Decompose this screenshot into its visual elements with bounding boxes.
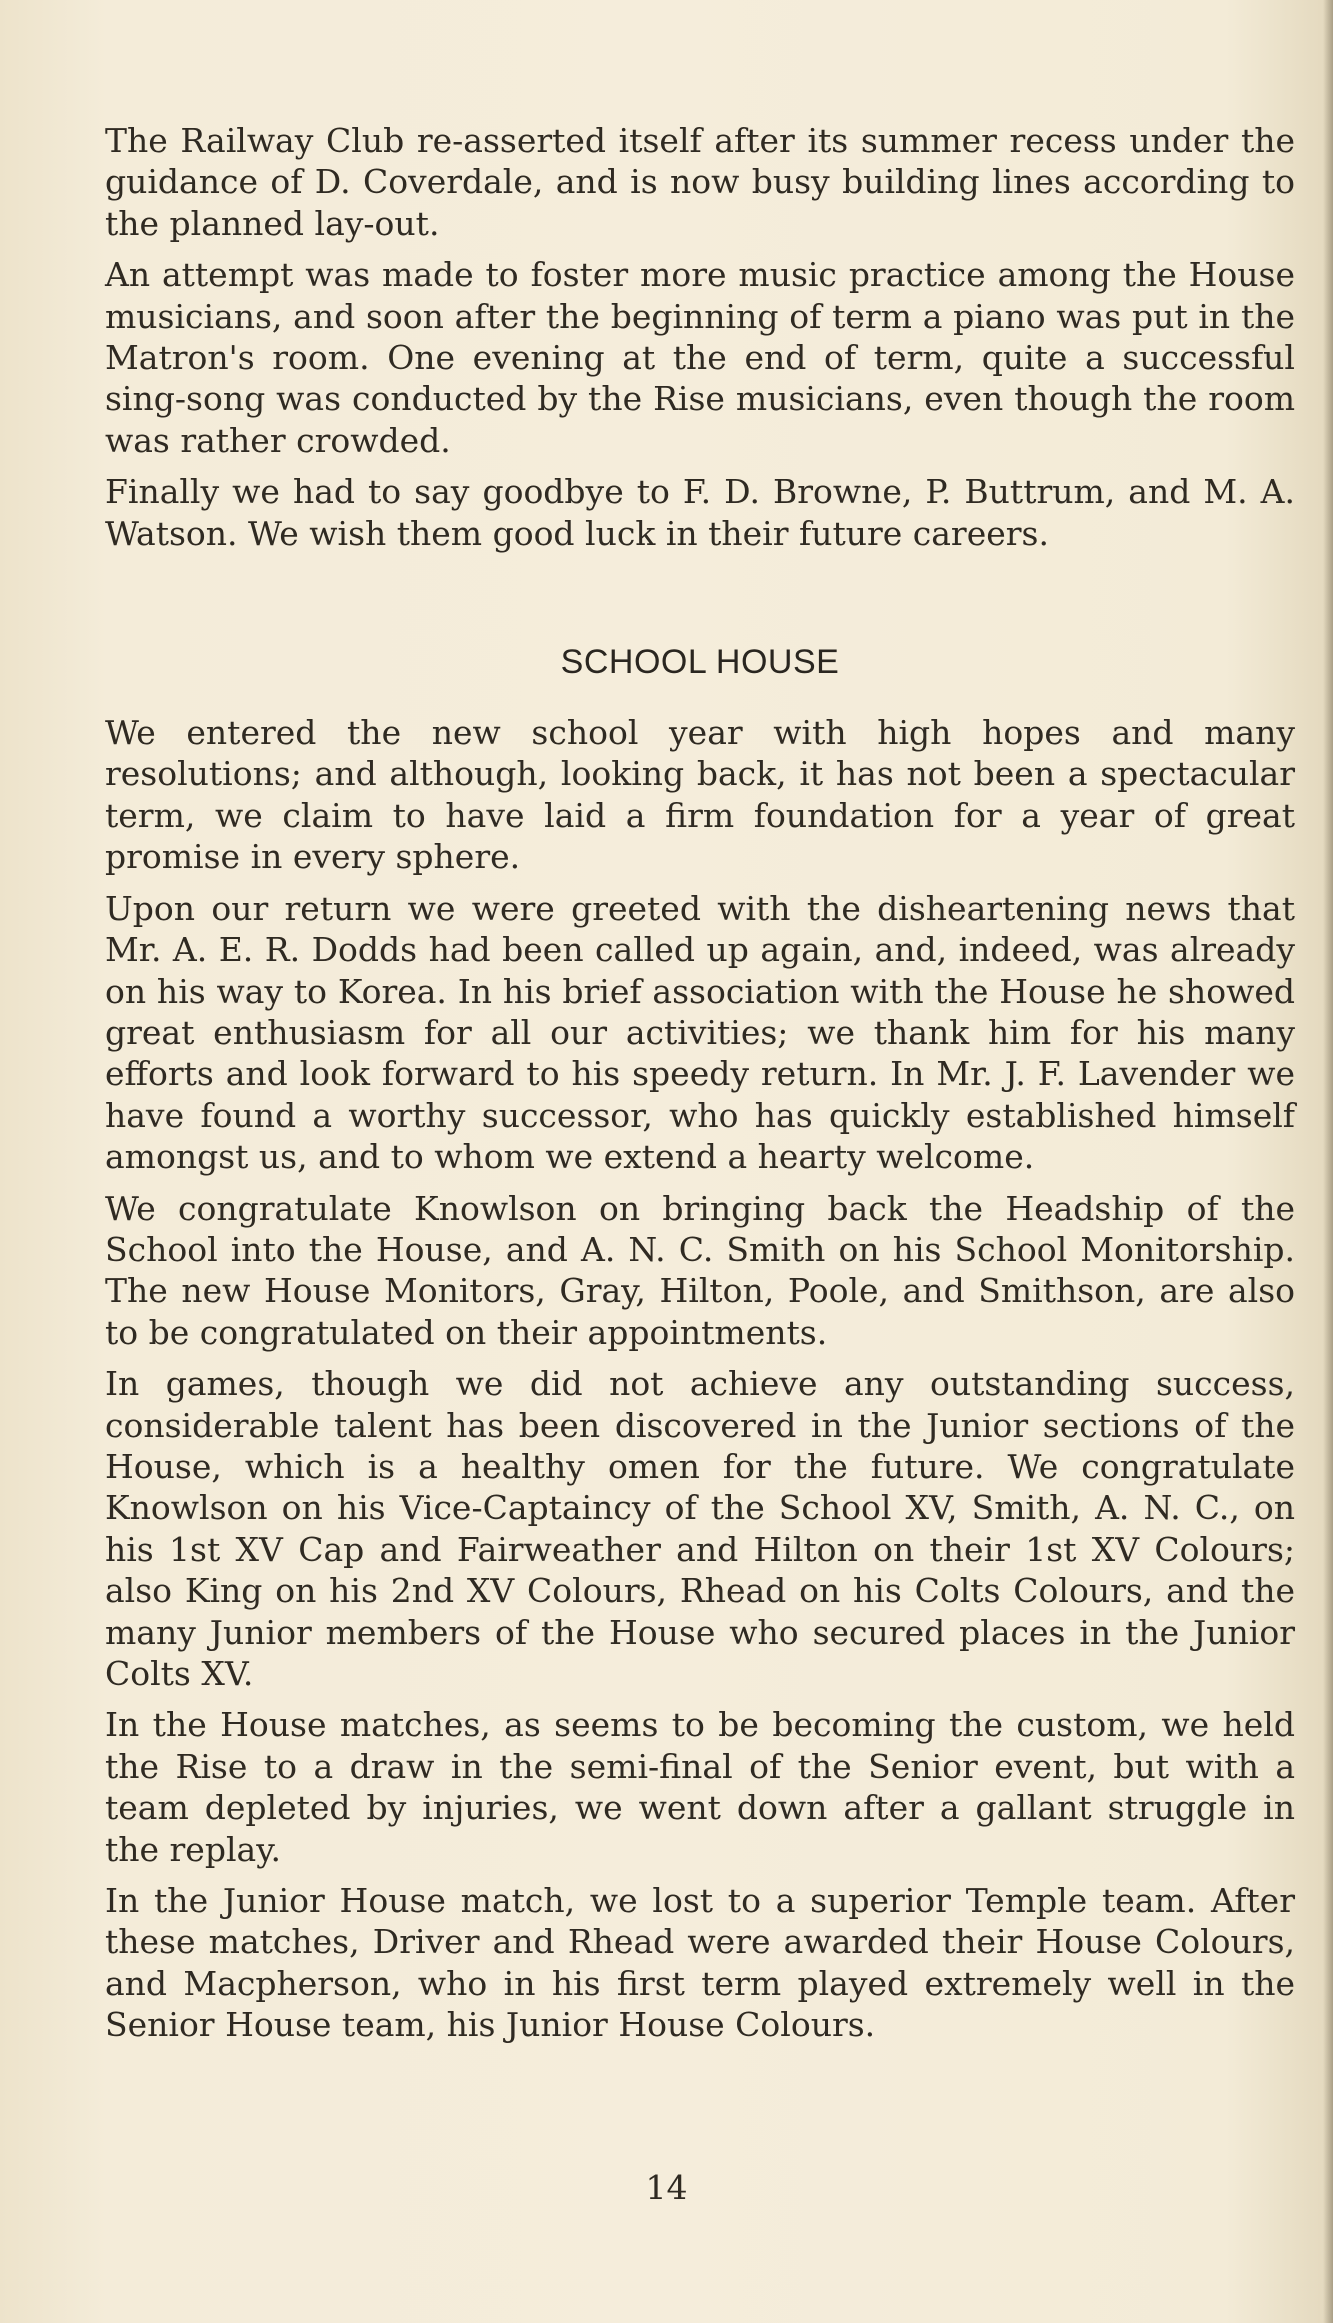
intro-paragraph-farewells: Finally we had to say goodbye to F. D. Browne, P. Buttrum, and M. A. Watson. We wish them good luck in their future careers. — [105, 472, 1295, 553]
section-paragraph-junior-match: In the Junior House match, we lost to a superior Temple team. After these matches, Driver and Rhead were awarded their House Colours, and Macpherson, who in his first term played extremely well in the Senior House team, his Junior House Colours. — [105, 1881, 1295, 2045]
section-paragraph-staff-news: Upon our return we were greeted with the disheartening news that Mr. A. E. R. Dodds had been called up again, and, indeed, was already on his way to Korea. In his brief association with the House he showed great enthusiasm for all our activities; we thank him for his many efforts and look forward to his speedy return. In Mr. J. F. Lavender we have found a worthy successor, who has quickly established himself amongst us, and to whom we extend a hearty welcome. — [105, 888, 1295, 1177]
section-paragraph-congratulations: We congratulate Knowlson on bringing back the Headship of the School into the House, and A. N. C. Smith on his School Monitorship. The new House Monitors, Gray, Hilton, Poole, and Smithson, are also to be congratulated on their appointments. — [105, 1188, 1295, 1352]
section-paragraph-new-year: We entered the new school year with high hopes and many resolutions; and although, looking back, it has not been a spectacular term, we claim to have laid a firm foundation for a year of great promise in every sphere. — [105, 713, 1295, 877]
page-binding-edge — [1323, 0, 1333, 2323]
section-paragraph-games: In games, though we did not achieve any outstanding success, considerable talent has been discovered in the Junior sections of the House, which is a healthy omen for the future. We congratulate Knowlson on his Vice-Captaincy of the School XV, Smith, A. N. C., on his 1st XV Cap and Fairweather and Hilton on their 1st XV Colours; also King on his 2nd XV Colours, Rhead on his Colts Colours, and the many Junior members of the House who secured places in the Junior Colts XV. — [105, 1364, 1295, 1693]
intro-paragraph-music-practice: An attempt was made to foster more music practice among the House musicians, and soon after the beginning of term a piano was put in the Matron's room. One evening at the end of term, quite a successful sing-song was conducted by the Rise musicians, even though the room was rather crowded. — [105, 255, 1295, 460]
section-paragraph-house-matches: In the House matches, as seems to be becoming the custom, we held the Rise to a draw in the semi-final of the Senior event, but with a team depleted by injuries, we went down after a gallant struggle in the replay. — [105, 1705, 1295, 1869]
section-heading: SCHOOL HOUSE — [560, 643, 840, 682]
intro-paragraph-railway-club: The Railway Club re-asserted itself after its summer recess under the guidance of D. Coverdale, and is now busy building lines according to the planned lay-out. — [105, 121, 1295, 243]
page-number: 14 — [645, 2168, 688, 2207]
document-body — [105, 120, 1295, 2056]
